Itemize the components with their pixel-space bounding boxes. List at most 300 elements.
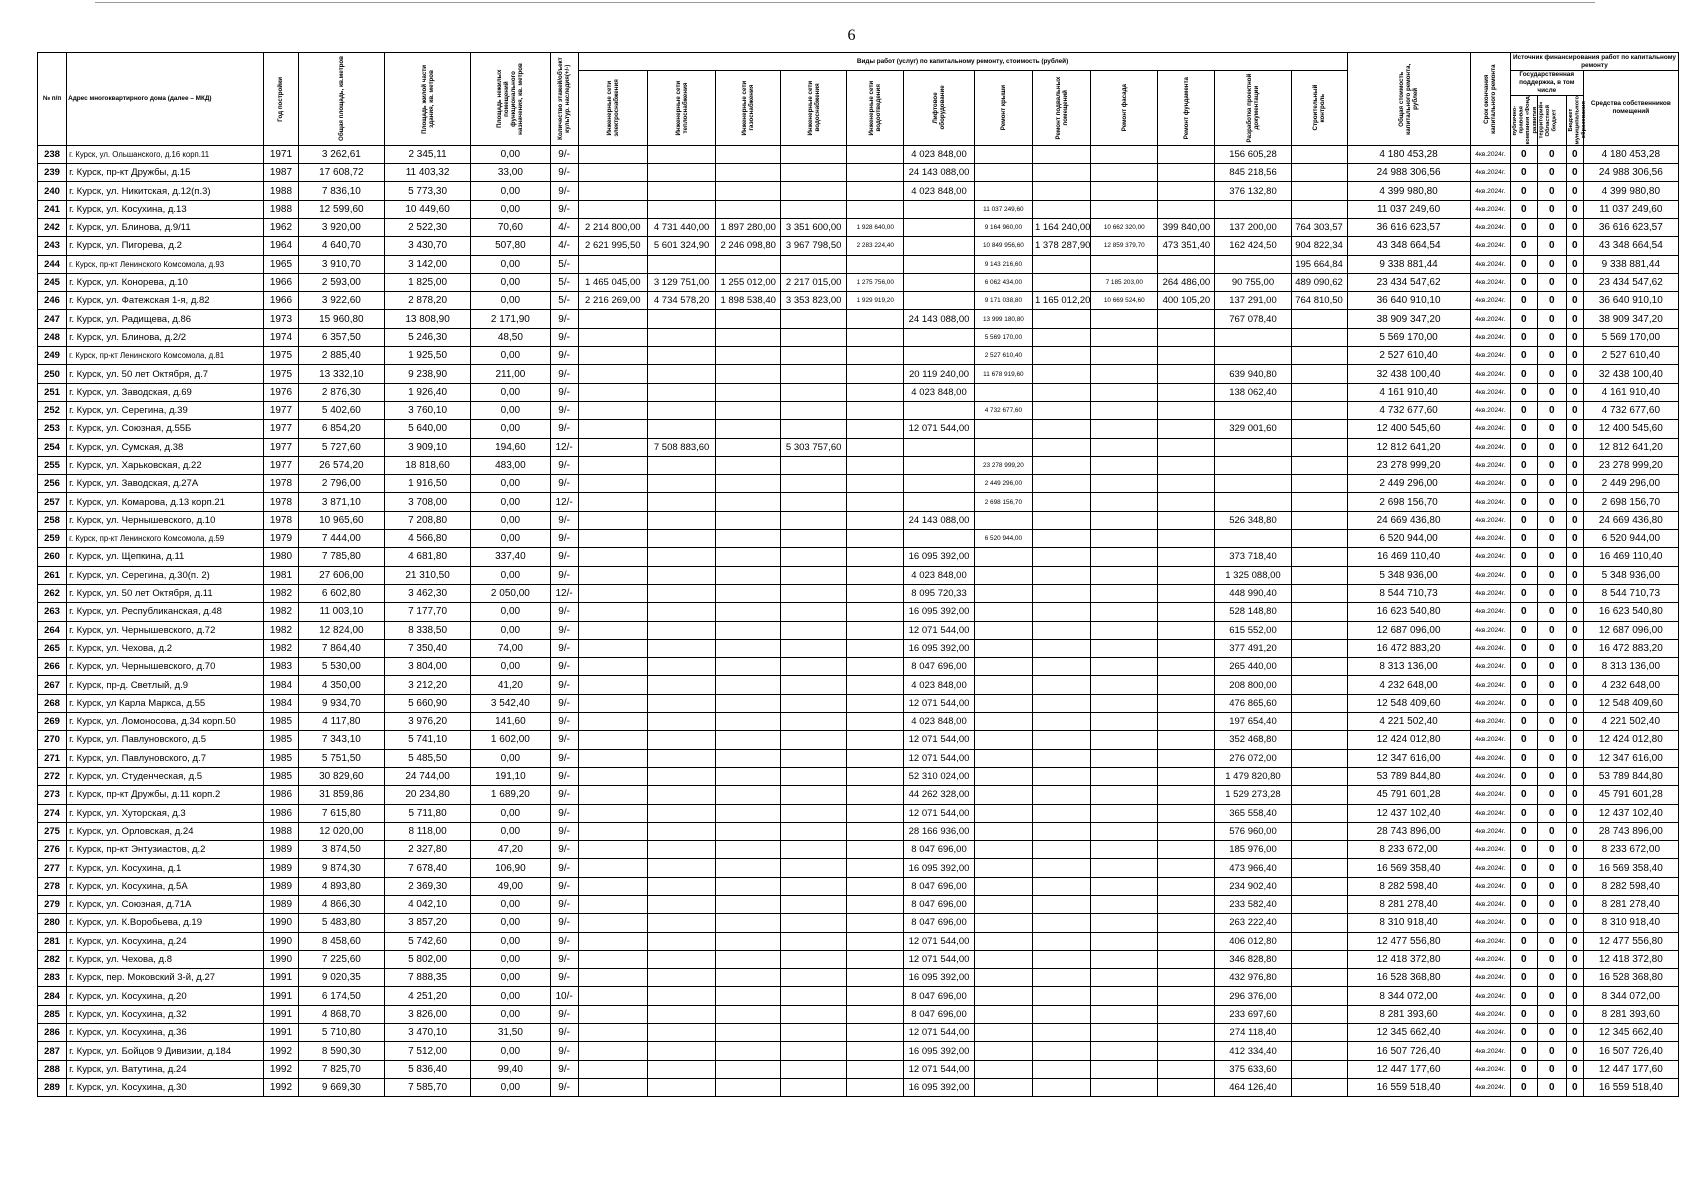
cell-work-roof <box>974 731 1032 749</box>
cell-total-cost: 43 348 664,54 <box>1347 237 1470 255</box>
cell-work-sewage <box>847 145 904 163</box>
cell-year: 1986 <box>264 804 299 822</box>
cell-work-gas <box>716 895 781 913</box>
cell-term: 4кв.2024г. <box>1470 1005 1510 1023</box>
cell-nonres-area: 0,00 <box>471 895 550 913</box>
cell-work-basement <box>1032 841 1090 859</box>
cell-work-facade <box>1091 1024 1158 1042</box>
cell-work-basement <box>1032 694 1090 712</box>
cell-num: 245 <box>38 273 67 291</box>
header-work-heating: Инженерные сети теплоснабжения <box>647 71 715 146</box>
cell-work-facade <box>1091 401 1158 419</box>
cell-own-funds: 4 221 502,40 <box>1583 713 1678 731</box>
cell-work-facade <box>1091 1005 1158 1023</box>
cell-regional: 0 <box>1537 822 1566 840</box>
cell-work-elevator: 8 047 696,00 <box>904 877 975 895</box>
cell-work-design: 476 865,60 <box>1215 694 1291 712</box>
cell-year: 1982 <box>264 603 299 621</box>
cell-work-design: 137 200,00 <box>1215 219 1291 237</box>
cell-work-heating <box>647 822 715 840</box>
table-row <box>38 328 1679 346</box>
cell-living-area: 4 566,80 <box>384 530 470 548</box>
cell-floors: 9/- <box>550 420 578 438</box>
cell-floors: 9/- <box>550 456 578 474</box>
header-nonresidential-area: Площадь нежилых помещений функционального назначения, кв. метров <box>471 53 550 146</box>
cell-work-facade <box>1091 200 1158 218</box>
cell-work-sewage <box>847 621 904 639</box>
cell-work-foundation <box>1158 438 1215 456</box>
cell-total-cost: 11 037 249,60 <box>1347 200 1470 218</box>
cell-work-sewage <box>847 804 904 822</box>
cell-own-funds: 12 400 545,60 <box>1583 420 1678 438</box>
cell-work-elevator: 8 047 696,00 <box>904 895 975 913</box>
cell-address: г. Курск, ул. Комарова, д.13 корп.21 <box>67 493 264 511</box>
cell-work-foundation <box>1158 566 1215 584</box>
cell-num: 249 <box>38 347 67 365</box>
cell-year: 1984 <box>264 694 299 712</box>
cell-nonres-area: 48,50 <box>471 328 550 346</box>
cell-work-water <box>781 511 847 529</box>
cell-own-funds: 8 281 393,60 <box>1583 1005 1678 1023</box>
cell-work-heating: 3 129 751,00 <box>647 273 715 291</box>
cell-nonres-area: 0,00 <box>471 420 550 438</box>
table-row <box>38 1078 1679 1096</box>
cell-work-basement <box>1032 438 1090 456</box>
cell-work-foundation <box>1158 182 1215 200</box>
cell-work-heating <box>647 932 715 950</box>
cell-work-heating <box>647 401 715 419</box>
table-row <box>38 804 1679 822</box>
cell-year: 1974 <box>264 328 299 346</box>
cell-work-elevator <box>904 530 975 548</box>
capital-repair-register-table <box>37 52 1679 1097</box>
cell-own-funds: 16 623 540,80 <box>1583 603 1678 621</box>
header-total-cost: Общая стоимость капитального ремонта, рублей <box>1347 53 1470 146</box>
cell-work-roof <box>974 749 1032 767</box>
table-row <box>38 1042 1679 1060</box>
cell-work-design <box>1215 255 1291 273</box>
cell-fund: 0 <box>1510 676 1537 694</box>
cell-address: г. Курск, ул. Республиканская, д.48 <box>67 603 264 621</box>
cell-fund: 0 <box>1510 932 1537 950</box>
cell-work-heating <box>647 914 715 932</box>
cell-address: г. Курск, ул. Никитская, д.12(п.3) <box>67 182 264 200</box>
cell-work-sewage <box>847 841 904 859</box>
cell-work-elevator: 44 262 328,00 <box>904 786 975 804</box>
table-row <box>38 639 1679 657</box>
cell-num: 272 <box>38 767 67 785</box>
cell-term: 4кв.2024г. <box>1470 273 1510 291</box>
cell-fund: 0 <box>1510 603 1537 621</box>
cell-nonres-area: 0,00 <box>471 749 550 767</box>
cell-total-area: 4 117,80 <box>298 713 384 731</box>
cell-year: 1987 <box>264 164 299 182</box>
cell-term: 4кв.2024г. <box>1470 969 1510 987</box>
cell-work-gas: 1 255 012,00 <box>716 273 781 291</box>
table-row <box>38 1024 1679 1042</box>
cell-nonres-area: 0,00 <box>471 804 550 822</box>
cell-num: 273 <box>38 786 67 804</box>
cell-address: г. Курск, пер. Моковский 3-й, д.27 <box>67 969 264 987</box>
cell-work-design: 473 966,40 <box>1215 859 1291 877</box>
cell-work-electricity <box>578 200 647 218</box>
cell-fund: 0 <box>1510 255 1537 273</box>
cell-floors: 9/- <box>550 676 578 694</box>
cell-work-elevator: 8 095 720,33 <box>904 584 975 602</box>
cell-own-funds: 4 232 648,00 <box>1583 676 1678 694</box>
cell-work-elevator: 4 023 848,00 <box>904 383 975 401</box>
cell-total-area: 17 608,72 <box>298 164 384 182</box>
cell-work-sewage <box>847 749 904 767</box>
cell-work-water <box>781 164 847 182</box>
cell-address: г. Курск, пр-кт Ленинского Комсомола, д.93 <box>67 255 264 273</box>
cell-total-cost: 2 527 610,40 <box>1347 347 1470 365</box>
cell-regional: 0 <box>1537 621 1566 639</box>
table-row <box>38 475 1679 493</box>
cell-work-basement <box>1032 182 1090 200</box>
cell-work-facade <box>1091 621 1158 639</box>
cell-work-elevator: 8 047 696,00 <box>904 841 975 859</box>
cell-floors: 9/- <box>550 713 578 731</box>
cell-work-water <box>781 749 847 767</box>
cell-work-design: 329 001,60 <box>1215 420 1291 438</box>
cell-total-cost: 12 812 641,20 <box>1347 438 1470 456</box>
table-row <box>38 895 1679 913</box>
cell-total-area: 9 934,70 <box>298 694 384 712</box>
cell-work-basement <box>1032 859 1090 877</box>
cell-own-funds: 36 616 623,57 <box>1583 219 1678 237</box>
cell-municipal: 0 <box>1566 493 1583 511</box>
cell-work-supervision <box>1291 584 1347 602</box>
cell-num: 259 <box>38 530 67 548</box>
cell-regional: 0 <box>1537 987 1566 1005</box>
cell-work-electricity <box>578 969 647 987</box>
cell-floors: 9/- <box>550 950 578 968</box>
cell-nonres-area: 0,00 <box>471 1042 550 1060</box>
cell-work-sewage: 2 283 224,40 <box>847 237 904 255</box>
cell-total-cost: 16 569 358,40 <box>1347 859 1470 877</box>
cell-work-elevator <box>904 219 975 237</box>
cell-work-water <box>781 676 847 694</box>
cell-work-elevator <box>904 273 975 291</box>
cell-work-elevator: 4 023 848,00 <box>904 566 975 584</box>
cell-nonres-area: 337,40 <box>471 548 550 566</box>
cell-floors: 9/- <box>550 383 578 401</box>
cell-fund: 0 <box>1510 292 1537 310</box>
cell-total-cost: 5 569 170,00 <box>1347 328 1470 346</box>
cell-work-roof: 2 698 156,70 <box>974 493 1032 511</box>
cell-work-design: 576 960,00 <box>1215 822 1291 840</box>
cell-living-area: 3 804,00 <box>384 658 470 676</box>
cell-total-cost: 32 438 100,40 <box>1347 365 1470 383</box>
cell-work-design: 639 940,80 <box>1215 365 1291 383</box>
cell-own-funds: 4 180 453,28 <box>1583 145 1678 163</box>
cell-term: 4кв.2024г. <box>1470 895 1510 913</box>
cell-work-facade <box>1091 1060 1158 1078</box>
table-row <box>38 273 1679 291</box>
cell-work-design: 526 348,80 <box>1215 511 1291 529</box>
cell-work-gas <box>716 603 781 621</box>
cell-work-basement <box>1032 401 1090 419</box>
cell-nonres-area: 483,00 <box>471 456 550 474</box>
cell-work-design <box>1215 401 1291 419</box>
cell-work-foundation <box>1158 804 1215 822</box>
cell-work-roof: 9 171 038,80 <box>974 292 1032 310</box>
cell-num: 289 <box>38 1078 67 1096</box>
cell-work-elevator: 16 095 392,00 <box>904 603 975 621</box>
cell-work-foundation <box>1158 658 1215 676</box>
cell-nonres-area: 0,00 <box>471 1078 550 1096</box>
cell-work-basement <box>1032 658 1090 676</box>
cell-work-water <box>781 767 847 785</box>
cell-nonres-area: 33,00 <box>471 164 550 182</box>
cell-work-water: 3 353 823,00 <box>781 292 847 310</box>
table-row <box>38 603 1679 621</box>
cell-regional: 0 <box>1537 767 1566 785</box>
header-total-area: Общая площадь, кв.метров <box>298 53 384 146</box>
table-header <box>38 53 1679 146</box>
cell-work-facade <box>1091 786 1158 804</box>
table-row <box>38 694 1679 712</box>
table-row <box>38 164 1679 182</box>
cell-work-basement <box>1032 530 1090 548</box>
cell-fund: 0 <box>1510 621 1537 639</box>
table-row <box>38 859 1679 877</box>
cell-municipal: 0 <box>1566 292 1583 310</box>
cell-work-electricity <box>578 145 647 163</box>
cell-work-water <box>781 987 847 1005</box>
cell-work-sewage <box>847 401 904 419</box>
cell-num: 257 <box>38 493 67 511</box>
cell-work-supervision <box>1291 639 1347 657</box>
cell-num: 282 <box>38 950 67 968</box>
cell-own-funds: 5 348 936,00 <box>1583 566 1678 584</box>
cell-regional: 0 <box>1537 493 1566 511</box>
cell-fund: 0 <box>1510 767 1537 785</box>
cell-floors: 9/- <box>550 767 578 785</box>
cell-work-roof <box>974 658 1032 676</box>
cell-floors: 9/- <box>550 1005 578 1023</box>
cell-fund: 0 <box>1510 438 1537 456</box>
cell-address: г. Курск, ул. Щепкина, д.11 <box>67 548 264 566</box>
cell-own-funds: 16 559 518,40 <box>1583 1078 1678 1096</box>
cell-work-foundation <box>1158 621 1215 639</box>
cell-floors: 9/- <box>550 401 578 419</box>
cell-address: г. Курск, ул. Конорева, д.10 <box>67 273 264 291</box>
cell-term: 4кв.2024г. <box>1470 401 1510 419</box>
cell-work-facade <box>1091 584 1158 602</box>
cell-address: г. Курск, пр-кт Ленинского Комсомола, д.81 <box>67 347 264 365</box>
cell-work-supervision <box>1291 914 1347 932</box>
cell-work-facade <box>1091 676 1158 694</box>
cell-term: 4кв.2024г. <box>1470 548 1510 566</box>
cell-num: 275 <box>38 822 67 840</box>
cell-work-heating <box>647 164 715 182</box>
cell-address: г. Курск, ул. Заводская, д.69 <box>67 383 264 401</box>
cell-work-water <box>781 713 847 731</box>
cell-work-basement <box>1032 365 1090 383</box>
cell-work-elevator: 12 071 544,00 <box>904 804 975 822</box>
cell-work-supervision <box>1291 1060 1347 1078</box>
cell-work-design: 377 491,20 <box>1215 639 1291 657</box>
cell-work-foundation <box>1158 786 1215 804</box>
cell-term: 4кв.2024г. <box>1470 164 1510 182</box>
cell-total-cost: 12 687 096,00 <box>1347 621 1470 639</box>
cell-num: 279 <box>38 895 67 913</box>
cell-total-cost: 4 732 677,60 <box>1347 401 1470 419</box>
cell-nonres-area: 3 542,40 <box>471 694 550 712</box>
table-row <box>38 914 1679 932</box>
cell-nonres-area: 74,00 <box>471 639 550 657</box>
cell-term: 4кв.2024г. <box>1470 1078 1510 1096</box>
cell-work-facade <box>1091 713 1158 731</box>
cell-work-supervision <box>1291 200 1347 218</box>
cell-work-roof <box>974 566 1032 584</box>
cell-work-supervision <box>1291 438 1347 456</box>
cell-work-design <box>1215 456 1291 474</box>
cell-floors: 5/- <box>550 292 578 310</box>
table-row <box>38 145 1679 163</box>
cell-work-electricity <box>578 420 647 438</box>
cell-work-basement <box>1032 511 1090 529</box>
cell-work-elevator: 4 023 848,00 <box>904 676 975 694</box>
cell-num: 286 <box>38 1024 67 1042</box>
cell-work-elevator: 28 166 936,00 <box>904 822 975 840</box>
cell-own-funds: 23 434 547,62 <box>1583 273 1678 291</box>
cell-municipal: 0 <box>1566 584 1583 602</box>
cell-work-water <box>781 932 847 950</box>
cell-own-funds: 12 548 409,60 <box>1583 694 1678 712</box>
cell-work-gas <box>716 1060 781 1078</box>
cell-work-facade: 12 859 379,70 <box>1091 237 1158 255</box>
cell-work-supervision <box>1291 621 1347 639</box>
cell-term: 4кв.2024г. <box>1470 292 1510 310</box>
cell-floors: 9/- <box>550 694 578 712</box>
cell-year: 1978 <box>264 493 299 511</box>
cell-municipal: 0 <box>1566 383 1583 401</box>
cell-work-roof <box>974 603 1032 621</box>
cell-term: 4кв.2024г. <box>1470 200 1510 218</box>
cell-living-area: 1 825,00 <box>384 273 470 291</box>
cell-regional: 0 <box>1537 749 1566 767</box>
cell-work-heating <box>647 950 715 968</box>
cell-work-elevator: 12 071 544,00 <box>904 1060 975 1078</box>
cell-work-facade <box>1091 420 1158 438</box>
cell-address: г. Курск, ул. Союзная, д.71А <box>67 895 264 913</box>
cell-year: 1989 <box>264 895 299 913</box>
cell-total-area: 3 874,50 <box>298 841 384 859</box>
header-work-roof: Ремонт крыши <box>974 71 1032 146</box>
cell-own-funds: 16 469 110,40 <box>1583 548 1678 566</box>
cell-floors: 12/- <box>550 584 578 602</box>
cell-year: 1990 <box>264 914 299 932</box>
header-fund: публично-правовая компания «Фонд развития территорий» <box>1511 96 1545 145</box>
cell-fund: 0 <box>1510 566 1537 584</box>
cell-regional: 0 <box>1537 273 1566 291</box>
cell-own-funds: 12 687 096,00 <box>1583 621 1678 639</box>
cell-work-electricity <box>578 932 647 950</box>
cell-work-heating <box>647 676 715 694</box>
cell-work-sewage <box>847 932 904 950</box>
cell-own-funds: 8 282 598,40 <box>1583 877 1678 895</box>
table-row <box>38 420 1679 438</box>
cell-total-area: 4 868,70 <box>298 1005 384 1023</box>
cell-work-roof <box>974 584 1032 602</box>
cell-work-design: 233 582,40 <box>1215 895 1291 913</box>
cell-fund: 0 <box>1510 328 1537 346</box>
cell-work-heating <box>647 347 715 365</box>
table-row <box>38 950 1679 968</box>
cell-year: 1992 <box>264 1060 299 1078</box>
cell-floors: 9/- <box>550 145 578 163</box>
cell-work-design: 346 828,80 <box>1215 950 1291 968</box>
cell-work-elevator: 16 095 392,00 <box>904 1078 975 1096</box>
cell-work-electricity <box>578 639 647 657</box>
cell-work-basement <box>1032 566 1090 584</box>
cell-municipal: 0 <box>1566 932 1583 950</box>
cell-total-area: 5 751,50 <box>298 749 384 767</box>
cell-work-gas <box>716 1024 781 1042</box>
cell-municipal: 0 <box>1566 1060 1583 1078</box>
cell-work-water <box>781 603 847 621</box>
cell-work-basement <box>1032 145 1090 163</box>
cell-work-supervision: 904 822,34 <box>1291 237 1347 255</box>
cell-regional: 0 <box>1537 639 1566 657</box>
cell-regional: 0 <box>1537 584 1566 602</box>
cell-address: г. Курск, ул. 50 лет Октября, д.11 <box>67 584 264 602</box>
cell-work-heating <box>647 511 715 529</box>
cell-regional: 0 <box>1537 530 1566 548</box>
cell-work-supervision <box>1291 841 1347 859</box>
cell-address: г. Курск, ул. Орловская, д.24 <box>67 822 264 840</box>
cell-work-gas <box>716 328 781 346</box>
cell-num: 263 <box>38 603 67 621</box>
cell-work-design: 138 062,40 <box>1215 383 1291 401</box>
cell-work-heating <box>647 639 715 657</box>
cell-own-funds: 8 313 136,00 <box>1583 658 1678 676</box>
cell-fund: 0 <box>1510 658 1537 676</box>
cell-work-gas <box>716 822 781 840</box>
cell-work-foundation <box>1158 365 1215 383</box>
cell-year: 1973 <box>264 310 299 328</box>
cell-fund: 0 <box>1510 1042 1537 1060</box>
cell-work-heating <box>647 749 715 767</box>
cell-work-electricity <box>578 584 647 602</box>
cell-term: 4кв.2024г. <box>1470 438 1510 456</box>
cell-total-area: 2 796,00 <box>298 475 384 493</box>
header-floors: Количество этажей/объект культур. наследия(+/-) <box>550 53 578 146</box>
cell-work-foundation: 264 486,00 <box>1158 273 1215 291</box>
header-num: № п/п <box>38 53 67 146</box>
cell-work-gas <box>716 969 781 987</box>
cell-term: 4кв.2024г. <box>1470 456 1510 474</box>
cell-total-cost: 8 310 918,40 <box>1347 914 1470 932</box>
cell-work-electricity <box>578 987 647 1005</box>
cell-total-cost: 4 161 910,40 <box>1347 383 1470 401</box>
cell-work-design: 234 902,40 <box>1215 877 1291 895</box>
cell-floors: 9/- <box>550 1042 578 1060</box>
cell-work-water <box>781 950 847 968</box>
cell-work-gas <box>716 456 781 474</box>
cell-fund: 0 <box>1510 219 1537 237</box>
cell-work-gas <box>716 987 781 1005</box>
cell-fund: 0 <box>1510 987 1537 1005</box>
cell-year: 1984 <box>264 676 299 694</box>
cell-work-water <box>781 347 847 365</box>
header-municipal: Бюджет муниципального образования <box>1567 96 1588 145</box>
cell-work-electricity: 2 216 269,00 <box>578 292 647 310</box>
cell-work-basement <box>1032 932 1090 950</box>
